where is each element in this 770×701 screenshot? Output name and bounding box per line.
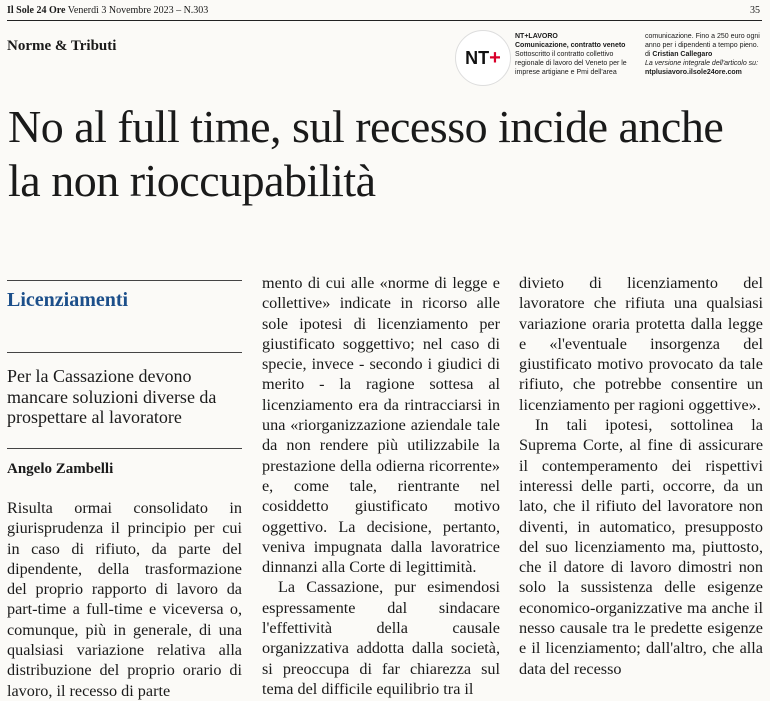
- article-kicker: Licenziamenti: [7, 289, 129, 311]
- article-col1-text: Risulta ormai consolidato in giurisprudenza il principio per cui in caso di rifiuto, da parte del dipendente, della trasformazione del proprio rapporto di lavoro da part-time a full-time e viceversa o, comunque, più in generale, di una qualsiasi variazione relativa alla distribuzione del proprio orario di lavoro, il recesso di parte: [7, 499, 242, 700]
- promo-text1: Sottoscritto il contratto collettivo regionale di lavoro del Veneto per le imprese artigiane e Pmi dell'area: [515, 51, 627, 76]
- article-col3: [519, 273, 763, 679]
- promo-box[interactable]: [455, 30, 765, 85]
- issue-date: Venerdì 3 Novembre 2023 – N.303: [67, 5, 209, 16]
- promo-url-link[interactable]: ntplusiavoro.ilsole24ore.com: [645, 69, 742, 76]
- article-deck: Per la Cassazione devono mancare soluzioni diverse da prospettare al lavoratore: [7, 366, 217, 427]
- col3-paragraph-2: In tali ipotesi, sottolinea la Suprema Corte, al fine di assicurare il contemperamento dei rispettivi interessi delle parti, occorre, da un lato, che il rifiuto del lavoratore non diventi, in automatico, presupposto del suo licenziamento ma, piuttosto, che il datore di lavoro dimostri non solo la sussistenza delle esigenze economico-organizzative ma anche il nesso causale tra le predette esigenze e il licenziamento; dall'altro, che alla data del recesso: [519, 416, 763, 678]
- article-col2: [262, 273, 500, 699]
- promo-kicker: NT+LAVORO: [515, 33, 558, 40]
- masthead-bar: [7, 5, 762, 17]
- nt-plus-logo: NT +: [455, 30, 511, 86]
- column-rule-author: [7, 448, 242, 449]
- masthead-rule: [7, 20, 762, 21]
- promo-byline-prefix: di: [645, 51, 651, 58]
- section-title: Norme & Tributi: [7, 38, 117, 54]
- promo-full-version-label: La versione integrale dell'articolo su:: [645, 60, 759, 67]
- col2-paragraph-2: La Cassazione, pur esimendosi espressamente dal sindacare l'effettività della causale organizzativa addotta dalla società, si preoccupa di far chiarezza sul tema del difficile equilibrio tra il: [262, 578, 500, 698]
- col2-paragraph-1: mento di cui alle «norme di legge e collettive» indicate in ricorso alle sole ipotesi di licenziamento per giustificato soggettivo; nel caso di specie, invece - secondo i giudici di merito - la ragione sottesa al licenziamento era da rintracciarsi in una «riorganizzazione aziendale tale da non rendere più utilizzabile la prestazione della odierna ricorrente» e, come tale, rientrante nel cosiddetto giustificato motivo oggettivo. La decisione, pertanto, veniva impugnata dalla lavoratrice dinnanzi alla Corte di legittimità.: [262, 274, 500, 577]
- article-headline: No al full time, sul recesso incide anche la non rioccupabilità: [8, 101, 724, 206]
- promo-text-col1: [515, 32, 633, 77]
- page-number: 35: [750, 5, 760, 16]
- col3-paragraph-1: divieto di licenziamento del lavoratore che rifiuta una qualsiasi variazione oraria protetta dalla legge e «l'eventuale insorgenza del giustificato motivo provocato da tale rifiuto, che potrebbe consentire un licenziamento per ragioni oggettive».: [519, 274, 763, 414]
- promo-title: Comunicazione, contratto veneto: [515, 42, 626, 49]
- promo-text-col2: [645, 32, 763, 77]
- column-rule-mid: [7, 352, 242, 353]
- publication-name: Il Sole 24 Ore: [7, 5, 66, 16]
- masthead-left: [7, 5, 208, 17]
- promo-text2: comunicazione. Fino a 250 euro ogni anno per i dipendenti a tempo pieno.: [645, 33, 760, 49]
- promo-byline-name: Cristian Callegaro: [652, 51, 713, 58]
- article-author: Angelo Zambelli: [7, 461, 114, 477]
- column-rule-top: [7, 280, 242, 281]
